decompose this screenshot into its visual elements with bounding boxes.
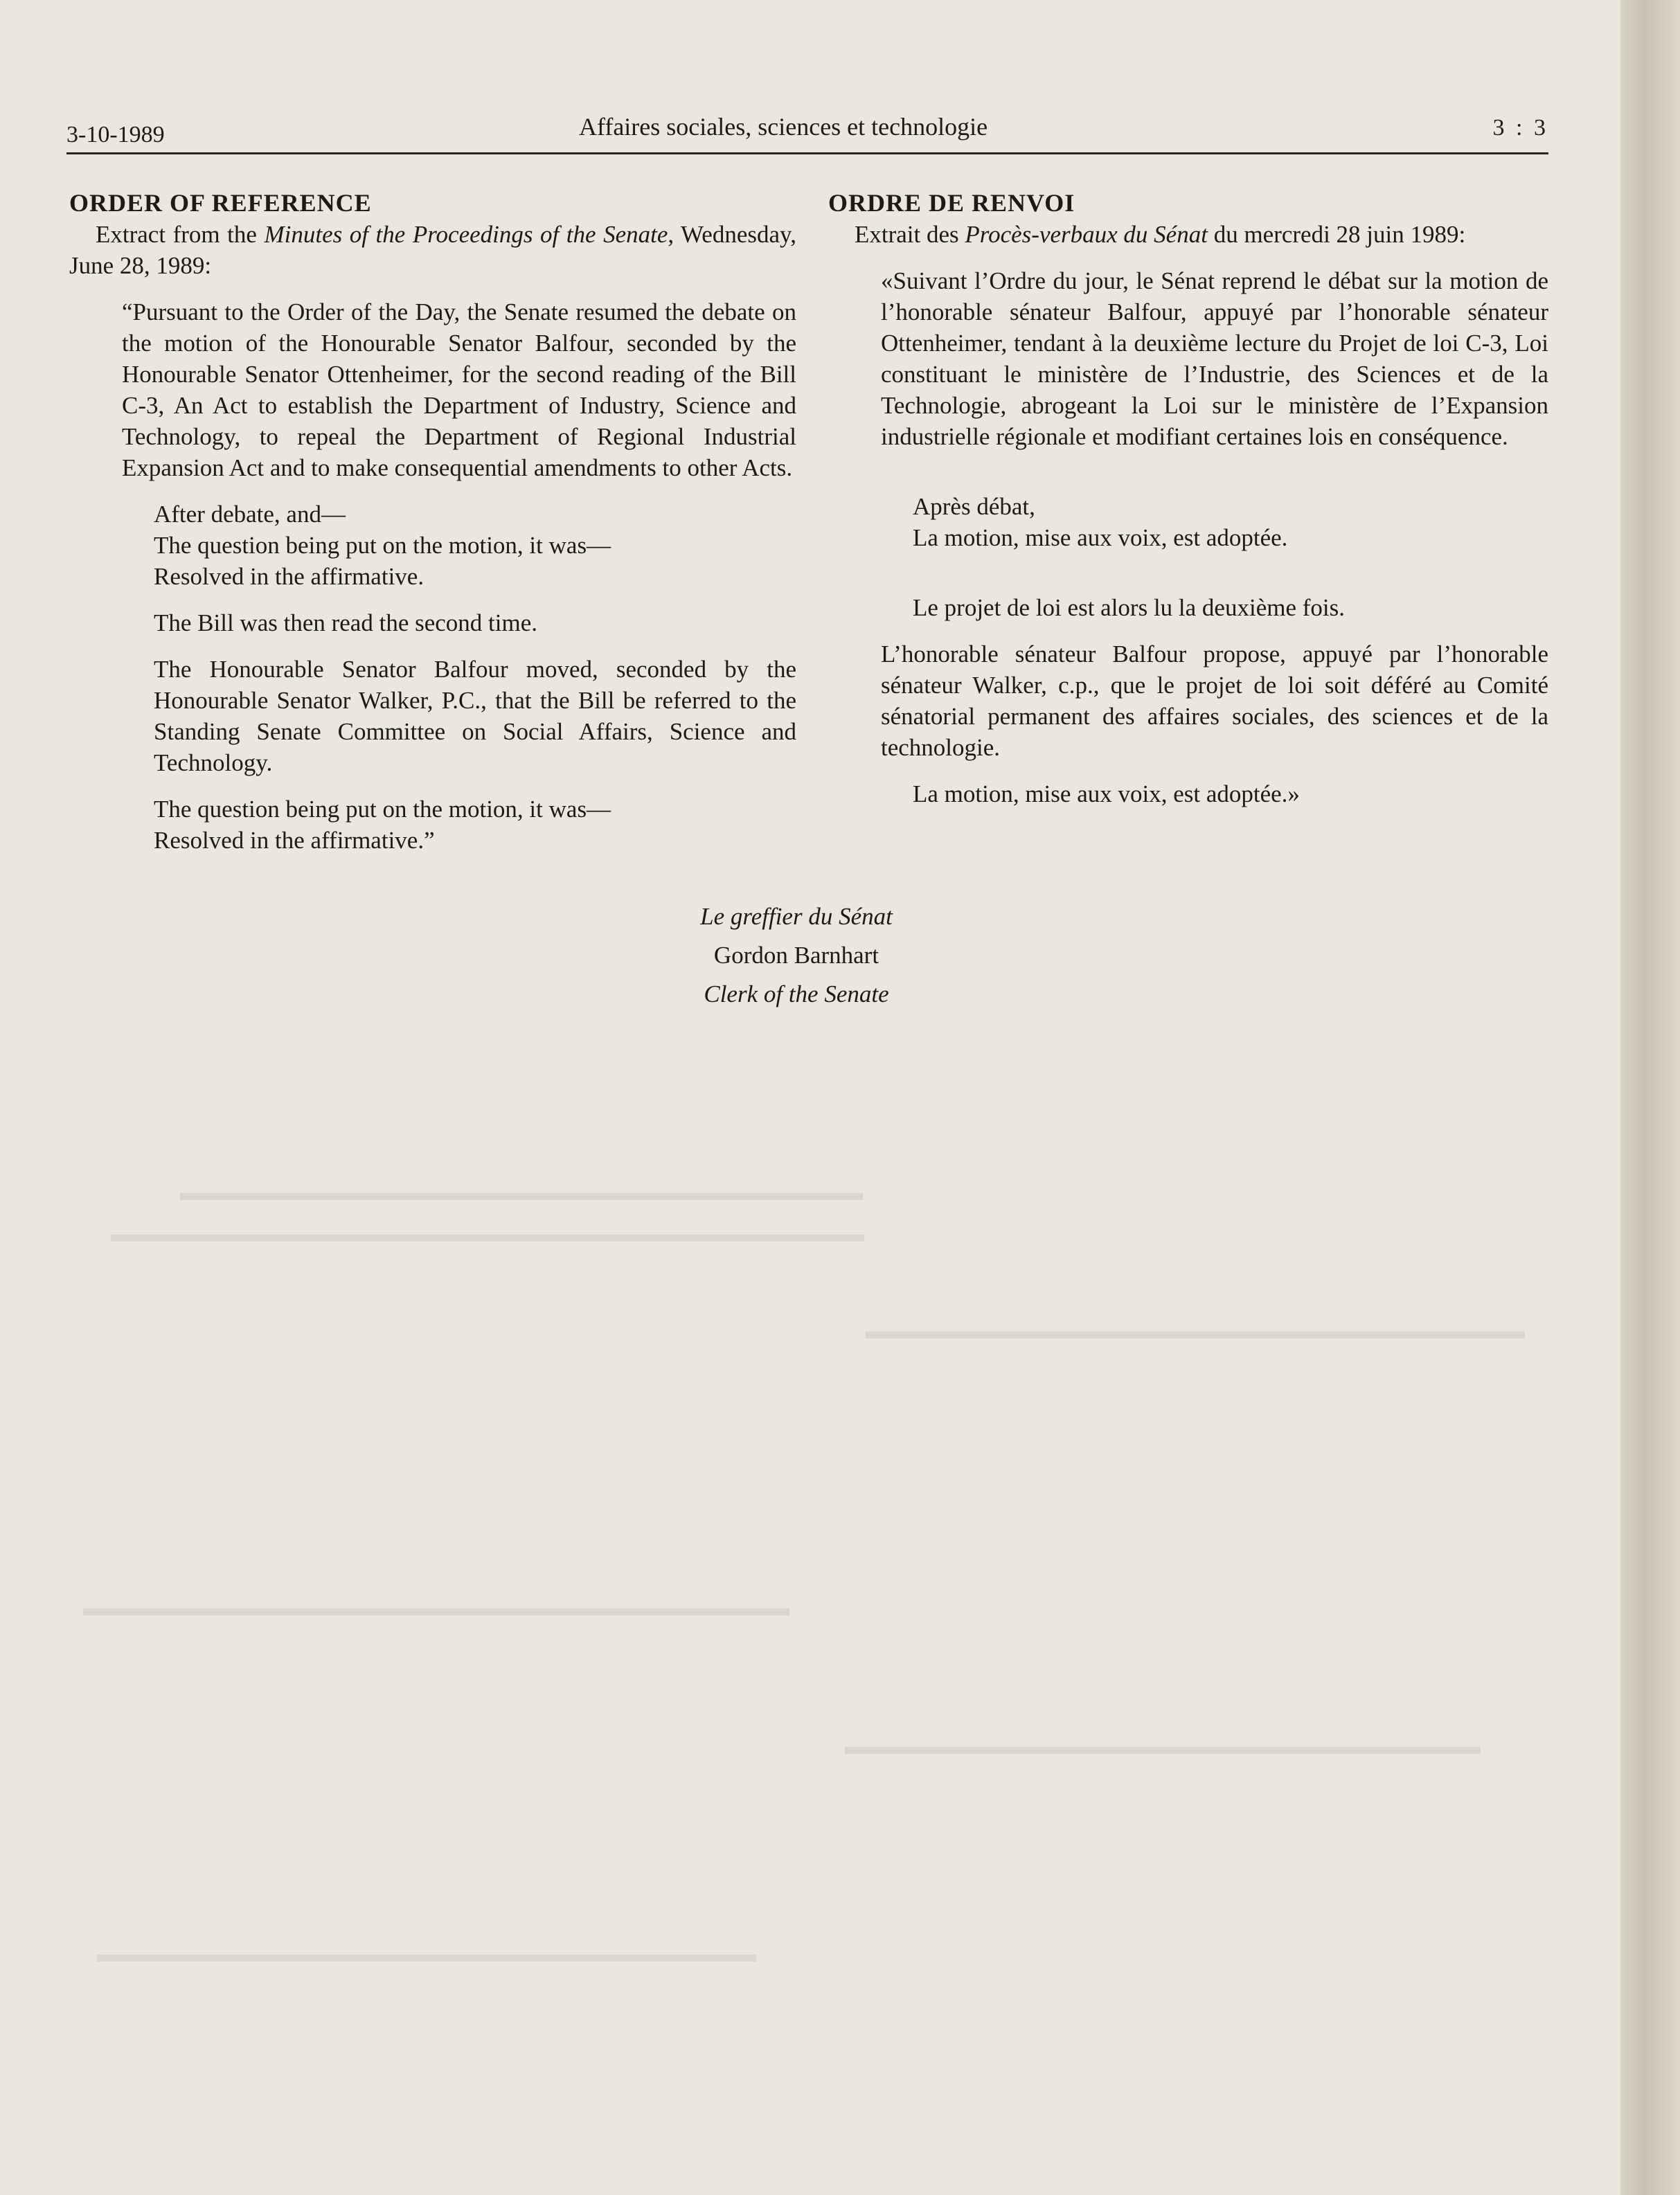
question-put: The question being put on the motion, it was—	[154, 532, 611, 559]
motion-adoptee-2: La motion, mise aux voix, est adoptée.»	[913, 780, 1300, 807]
motion-deferer: L’honorable sénateur Balfour propose, appuyé par l’honorable sénateur Walker, c.p., que le projet de loi soit déféré au Comité sénatorial permanent des affaires sociales, des sciences et de la technologie.	[881, 640, 1548, 761]
greffier-title: Le greffier du Sénat	[700, 903, 893, 930]
clerk-name: Gordon Barnhart	[713, 942, 879, 969]
header-title: Affaires sociales, sciences et technologie	[579, 113, 988, 141]
after-debate: After debate, and—	[154, 501, 346, 528]
resolved-affirmative-2: Resolved in the affirmative.”	[154, 827, 435, 854]
resolved-affirmative: Resolved in the affirmative.	[154, 563, 425, 590]
second-reading: The Bill was then read the second time.	[154, 609, 538, 636]
proces-verbaux-title: Procès-verbaux du Sénat	[965, 221, 1208, 248]
order-quote: “Pursuant to the Order of the Day, the Senate resumed the debate on the motion of the Honourable Senator Balfour, seconded by the Honourable Senator Ottenheimer, for the second reading of the Bill C-3, An Act to establish the Department of Industry, Science and Technology, to repeal the Department of Regional Industrial Expansion Act and to make consequential amendments to other Acts.	[122, 298, 796, 481]
signature-block	[651, 897, 942, 1014]
binding-edge	[1620, 0, 1680, 2195]
extract-intro: Extract from the Minutes of the Proceedings of the Senate, Wednesday, June 28, 1989:	[69, 221, 796, 279]
ordre-de-renvoi-heading: ORDRE DE RENVOI	[828, 189, 1075, 217]
deuxieme-lecture: Le projet de loi est alors lu la deuxième fois.	[913, 594, 1345, 621]
extrait-intro: Extrait des Procès-verbaux du Sénat du mercredi 28 juin 1989:	[855, 221, 1466, 248]
document-page: 3-10-1989 Affaires sociales, sciences et technologie 3 : 3 ORDER OF REFERENCE Extract from the Minutes of the Proceedings of the Senate, Wednesday, June 28, 1989: “Pursuant to the Order of the Day, the Senate resumed the debate on the motion of the Honourable Senator Balfour, seconded by the Honourable Senator Ottenheimer, for the second reading of the Bill C-3, An Act to establish the Department of Industry, Science and Technology, to repeal the Department of Regional Industrial Expansion Act and to make consequential amendments to other Acts. After debate, and— The question being put on the motion, it was— Resolved in the affirmative. The Bill was then read the second time. The Honourable Senator Balfour moved, seconded by the Honourable Senator Walker, P.C., that the Bill be referred to the Standing Senate Committee on Social Affairs, Science and Technology. The question being put on the motion, it was— Resolved in the affirmative.” ORDRE DE RENVOI Extrait des Procès-verbaux du Sénat du mercredi 28 juin 1989: «Suivant l’Ordre du jour, le Sénat reprend le débat sur la motion de l’honorable sénateur Balfour, appuyé par l’honorable sénateur Ottenheimer, tendant à la deuxième lecture du Projet de loi C-3, Loi constituant le ministère de l’Industrie, des Sciences et de la Technologie, abrogeant la Loi sur le ministère de l’Expansion industrielle régionale et modifiant certaines lois en conséquence. Après débat, La motion, mise aux voix, est adoptée. Le projet de loi est alors lu la deuxième fois. L’honorable sénateur Balfour propose, appuyé par l’honorable sénateur Walker, c.p., que le projet de loi soit déféré au Comité sénatorial permanent des affaires sociales, des sciences et de la technologie. La motion, mise aux voix, est adoptée.» Le greffier du Sénat Gordon Barnhart Clerk of the Senate ▬▬▬▬▬▬▬▬▬▬▬▬▬▬▬▬▬▬▬▬▬▬▬▬▬▬▬▬▬ ▬▬▬▬▬▬▬▬▬▬▬▬▬▬▬▬▬▬▬▬▬▬▬▬▬▬▬▬▬▬▬▬ ▬▬▬▬▬▬▬▬▬▬▬▬▬▬▬▬▬▬▬▬▬▬▬▬▬▬▬▬ ▬▬▬▬▬▬▬▬▬▬▬▬▬▬▬▬▬▬▬▬▬▬▬▬▬▬▬▬▬▬ ▬▬▬▬▬▬▬▬▬▬▬▬▬▬▬▬▬▬▬▬▬▬▬▬▬▬▬ ▬▬▬▬▬▬▬▬▬▬▬▬▬▬▬▬▬▬▬▬▬▬▬▬▬▬▬▬	[0, 0, 1620, 2195]
order-of-reference-heading: ORDER OF REFERENCE	[69, 189, 372, 217]
motion-adoptee: La motion, mise aux voix, est adoptée.	[913, 524, 1288, 551]
minutes-title: Minutes of the Proceedings of the Senate	[264, 221, 668, 248]
ordre-quote: «Suivant l’Ordre du jour, le Sénat reprend le débat sur la motion de l’honorable sénateur Balfour, appuyé par l’honorable sénateur Ottenheimer, tendant à la deuxième lecture du Projet de loi C-3, Loi constituant le ministère de l’Industrie, des Sciences et de la Technologie, abrogeant la Loi sur le ministère de l’Expansion industrielle régionale et modifiant certaines lois en conséquence.	[881, 267, 1548, 450]
french-column	[828, 187, 1548, 809]
clerk-title: Clerk of the Senate	[704, 980, 889, 1007]
header-date: 3-10-1989	[66, 122, 165, 147]
motion-to-refer: The Honourable Senator Balfour moved, seconded by the Honourable Senator Walker, P.C., that the Bill be referred to the Standing Senate Committee on Social Affairs, Science and Technology.	[154, 656, 796, 776]
page-number: 3 : 3	[1492, 115, 1548, 141]
running-header	[66, 104, 1548, 154]
english-column	[69, 187, 796, 856]
apres-debat: Après débat,	[913, 493, 1035, 520]
question-put-2: The question being put on the motion, it was—	[154, 796, 611, 823]
